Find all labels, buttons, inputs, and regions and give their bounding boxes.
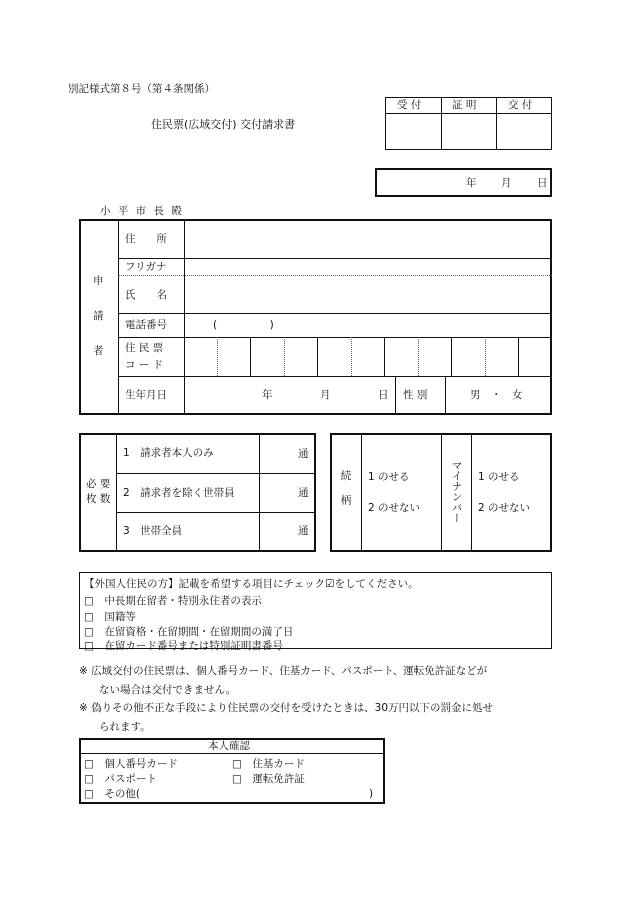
form-number: 別記様式第８号（第４条関係） — [68, 83, 215, 95]
note-wide-area-requirement-cont: ない場合は交付できません。 — [99, 684, 237, 696]
copies-option-self: 1 請求者本人のみ — [123, 447, 214, 459]
address-field[interactable] — [185, 220, 551, 257]
id-option-other[interactable]: □ その他( — [84, 788, 141, 800]
mynumber-label: マイナンバー — [450, 460, 463, 523]
furigana-field[interactable] — [185, 259, 551, 274]
office-received-label: 受 付 — [397, 99, 422, 111]
form-title: 住民票(広域交付) 交付請求書 — [151, 118, 296, 131]
id-option-passport[interactable]: □ パスポート — [84, 773, 157, 785]
copies-unit[interactable]: 通 — [298, 525, 309, 537]
furigana-label: フリガナ — [125, 261, 167, 273]
mynumber-include[interactable]: 1 のせる — [478, 471, 520, 483]
relationship-label: 続柄 — [339, 470, 352, 519]
id-option-juki-card[interactable]: □ 住基カード — [232, 758, 305, 770]
note-wide-area-requirement: ※ 広域交付の住民票は、個人番号カード、住基カード、パスポート、運転免許証などが — [79, 665, 488, 677]
phone-field[interactable]: ( ) — [213, 319, 274, 331]
id-option-mynumber-card[interactable]: □ 個人番号カード — [84, 758, 178, 770]
foreign-option-nationality[interactable]: □ 国籍等 — [84, 611, 136, 623]
resident-code-label-2: コ ー ド — [125, 359, 164, 371]
resident-code-label-1: 住 民 票 — [125, 342, 164, 354]
name-label: 氏 名 — [125, 289, 167, 301]
mynumber-exclude[interactable]: 2 のせない — [478, 502, 531, 514]
relationship-include[interactable]: 1 のせる — [368, 471, 410, 483]
birthdate-label: 生年月日 — [125, 389, 167, 401]
relationship-exclude[interactable]: 2 のせない — [368, 502, 421, 514]
name-field[interactable] — [185, 276, 551, 312]
copies-unit[interactable]: 通 — [298, 448, 309, 460]
copies-label-2: 枚 数 — [86, 493, 111, 505]
office-certified-label: 証 明 — [452, 99, 477, 111]
copies-unit[interactable]: 通 — [298, 487, 309, 499]
address-label: 住 所 — [125, 233, 167, 245]
identity-check-title: 本人確認 — [208, 740, 250, 752]
id-option-other-close: ) — [369, 788, 374, 800]
date-year-label: 年 — [466, 177, 477, 189]
applicant-side-label-3: 者 — [93, 345, 104, 357]
resident-code-field[interactable] — [185, 338, 551, 375]
date-box[interactable] — [375, 168, 552, 197]
note-penalty-cont: られます。 — [99, 721, 151, 733]
date-month-label: 月 — [501, 177, 512, 189]
office-issued-label: 交 付 — [508, 99, 533, 111]
foreign-option-residence-status[interactable]: □ 在留資格・在留期間・在留期間の満了日 — [84, 626, 294, 638]
note-penalty: ※ 偽りその他不正な手段により住民票の交付を受けたときは、30万円以下の罰金に処せ — [79, 702, 493, 714]
copies-option-whole-household: 3 世帯全員 — [123, 525, 183, 537]
applicant-side-label-1: 申 — [93, 275, 104, 287]
phone-label: 電話番号 — [125, 319, 167, 331]
foreign-option-status[interactable]: □ 中長期在留者・特別永住者の表示 — [84, 595, 262, 607]
date-day-label: 日 — [537, 177, 548, 189]
foreign-option-card-number[interactable]: □ 在留カード番号または特別証明書番号 — [84, 640, 283, 652]
applicant-side-label-2: 請 — [93, 310, 104, 322]
sex-options[interactable]: 男 ・ 女 — [470, 389, 523, 401]
birth-year-label: 年 — [262, 389, 273, 401]
birth-day-label: 日 — [378, 389, 389, 401]
birth-month-label: 月 — [320, 389, 331, 401]
sex-label: 性 別 — [403, 389, 428, 401]
foreign-heading: 【外国人住民の方】記載を希望する項目にチェック☑をしてください。 — [84, 578, 419, 590]
addressee: 小 平 市 長 殿 — [100, 205, 184, 217]
copies-label-1: 必 要 — [86, 478, 111, 490]
copies-option-household-except-self: 2 請求者を除く世帯員 — [123, 487, 235, 499]
id-option-license[interactable]: □ 運転免許証 — [232, 773, 305, 785]
